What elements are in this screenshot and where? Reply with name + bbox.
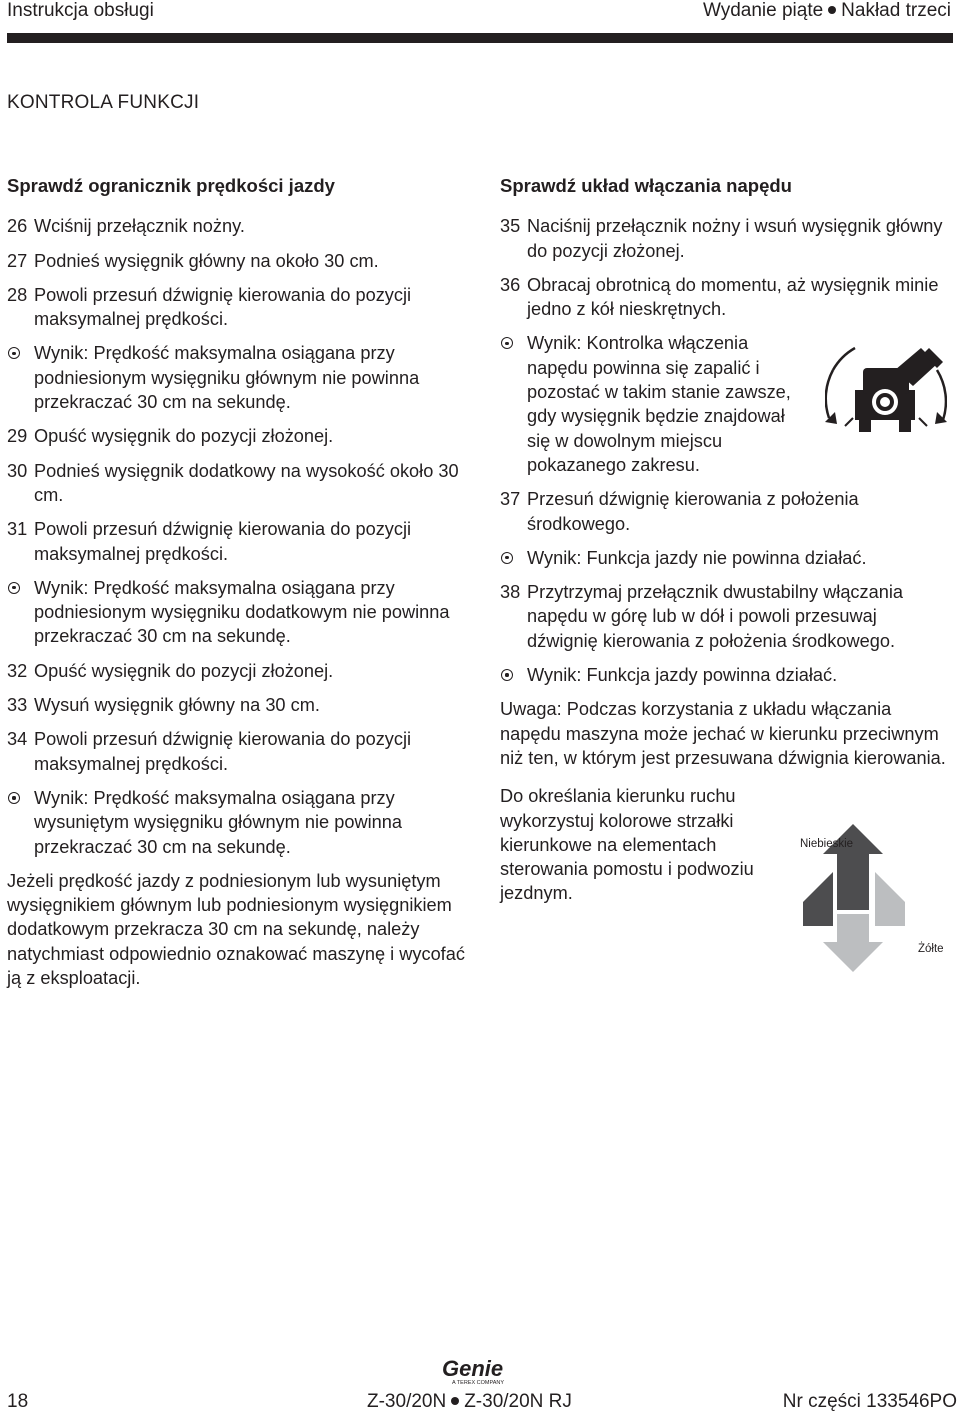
arrows-paragraph: Do określania kierunku ruchu wykorzystuj kolorowe strzałki kierunkowe na elementach sterowania pomostu i podwoziu jezdnym.	[500, 786, 754, 904]
header-edition	[703, 0, 951, 22]
step-number: 34	[7, 729, 28, 750]
result-target-icon	[500, 663, 527, 687]
label-yellow: Żółte	[918, 943, 944, 955]
step-27	[7, 249, 477, 273]
result-target-icon	[500, 331, 527, 477]
step-text: Powoli przesuń dźwignię kierowania do pozycji maksymalnej prędkości.	[34, 729, 412, 774]
bullet-dot-icon	[828, 6, 836, 14]
step-text: Podnieś wysięgnik główny na około 30 cm.	[34, 250, 379, 271]
step-text: Opuść wysięgnik do pozycji złożonej.	[34, 426, 334, 447]
step-29	[7, 424, 477, 448]
footer-model-b: Z-30/20N RJ	[464, 1391, 572, 1412]
step-text: Podnieś wysięgnik dodatkowy na wysokość około 30 cm.	[34, 460, 459, 505]
result-text: Wynik: Funkcja jazdy powinna działać.	[527, 665, 838, 686]
result-1	[7, 341, 477, 414]
step-text: Powoli przesuń dźwignię kierowania do pozycji maksymalnej prędkości.	[34, 519, 412, 564]
step-32	[7, 659, 477, 683]
result-2	[7, 576, 477, 649]
label-blue: Niebieskie	[800, 838, 854, 850]
right-column	[500, 174, 950, 916]
genie-logo-text: Genie	[442, 1356, 504, 1381]
result-text: Wynik: Funkcja jazdy nie powinna działać.	[527, 547, 867, 568]
step-text: Powoli przesuń dźwignię kierowania do pozycji maksymalnej prędkości.	[34, 284, 412, 330]
step-number: 26	[7, 216, 28, 237]
step-37	[500, 487, 950, 536]
header-edition-b: Nakład trzeci	[841, 0, 951, 21]
result-target-icon	[7, 341, 34, 414]
result-target-icon	[500, 546, 527, 570]
result-text: Wynik: Kontrolka włączenia napędu powinna się zapalić i pozostać w takim stanie zawsze, gdy wysięgnik będzie znajdował się w dowolnym miejscu pokazanego zakresu.	[527, 333, 791, 475]
step-number: 29	[7, 426, 28, 447]
left-heading: Sprawdź ogranicznik prędkości jazdy	[7, 175, 335, 196]
step-26	[7, 214, 477, 238]
step-text: Opuść wysięgnik do pozycji złożonej.	[34, 660, 334, 681]
step-35	[500, 214, 950, 263]
step-30	[7, 459, 477, 508]
result-3	[7, 786, 477, 859]
step-number: 31	[7, 519, 28, 540]
step-number: 27	[7, 250, 28, 271]
step-text: Wciśnij przełącznik nożny.	[34, 216, 245, 237]
bullet-dot-icon	[451, 1397, 459, 1405]
step-text: Przytrzymaj przełącznik dwustabilny włączania napędu w górę lub w dół i powoli przesuwaj dźwignię kierowania z położenia środkowego.	[527, 582, 904, 651]
step-34	[7, 727, 477, 776]
step-number: 30	[7, 460, 28, 481]
step-number: 32	[7, 660, 28, 681]
step-28	[7, 283, 477, 332]
step-number: 38	[500, 582, 521, 603]
step-number: 36	[500, 274, 521, 295]
page-number: 18	[7, 1391, 29, 1412]
step-text: Naciśnij przełącznik nożny i wsuń wysięgnik główny do pozycji złożonej.	[527, 216, 943, 261]
step-text: Wysuń wysięgnik główny na 30 cm.	[34, 695, 320, 716]
header-rule	[7, 33, 953, 43]
drive-enable-icon	[825, 340, 947, 436]
step-text: Obracaj obrotnicą do momentu, aż wysięgnik minie jedno z kół nieskrętnych.	[527, 274, 939, 320]
header-edition-a: Wydanie piąte	[702, 0, 824, 21]
genie-logo-subtext: A TEREX COMPANY	[452, 1380, 505, 1386]
footer-model-a: Z-30/20N	[367, 1391, 447, 1412]
genie-logo	[440, 1356, 522, 1391]
result-text: Wynik: Prędkość maksymalna osiągana przy wysuniętym wysięgniku głównym nie powinna przekraczać 30 cm na sekundę.	[34, 787, 402, 857]
right-heading: Sprawdź układ włączania napędu	[500, 175, 792, 196]
section-title: KONTROLA FUNKCJI	[7, 92, 200, 113]
note-paragraph: Uwaga: Podczas korzystania z układu włączania napędu maszyna może jechać w kierunku przeciwnym niż ten, w którym jest przesuwana dźwignia kierowania.	[500, 699, 946, 768]
result-target-icon	[7, 786, 34, 859]
step-number: 37	[500, 489, 521, 510]
header-manual-title: Instrukcja obsługi	[7, 0, 154, 21]
result-text: Wynik: Prędkość maksymalna osiągana przy podniesionym wysięgniku dodatkowym nie powinna przekraczać 30 cm na sekundę.	[34, 577, 450, 647]
step-31	[7, 517, 477, 566]
left-arrow-icon	[803, 872, 833, 926]
right-arrow-icon	[875, 872, 905, 926]
result-target-icon	[7, 576, 34, 649]
step-number: 28	[7, 284, 28, 305]
footer-models	[367, 1391, 572, 1413]
step-text: Przesuń dźwignię kierowania z położenia środkowego.	[527, 489, 859, 534]
result-6	[500, 663, 950, 687]
result-5	[500, 546, 950, 570]
footer-part-number: Nr części 133546PO	[782, 1391, 957, 1412]
left-column	[7, 174, 477, 1000]
result-text: Wynik: Prędkość maksymalna osiągana przy podniesionym wysięgniku głównym nie powinna przekraczać 30 cm na sekundę.	[34, 343, 420, 413]
step-33	[7, 693, 477, 717]
step-number: 35	[500, 216, 521, 237]
step-36	[500, 273, 950, 322]
step-number: 33	[7, 695, 28, 716]
warning-paragraph: Jeżeli prędkość jazdy z podniesionym lub wysuniętym wysięgnikiem głównym lub podniesionym wysięgnikiem dodatkowym przekracza 30 cm na sekundę, należy natychmiast odpowiednio oznakować maszynę i wycofać ją z eksploatacji.	[7, 870, 465, 989]
step-38	[500, 580, 950, 653]
